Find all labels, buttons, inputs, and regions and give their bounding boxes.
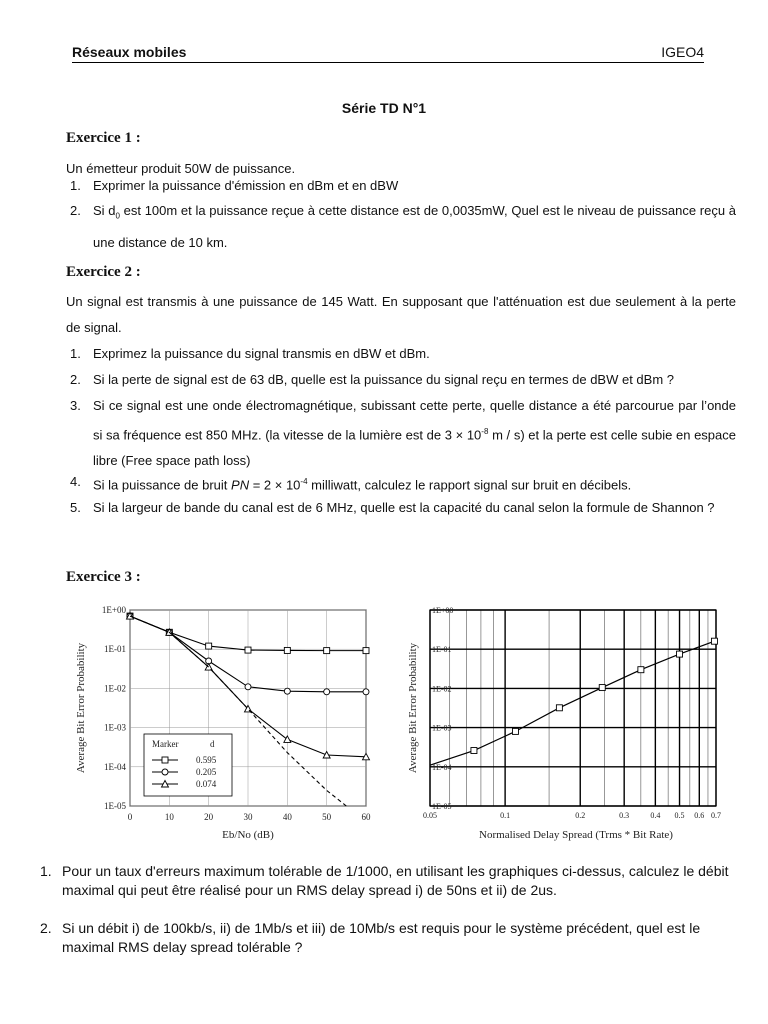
document-title: Série TD N°1 xyxy=(341,100,427,116)
x-tick-label: 60 xyxy=(361,812,371,822)
data-point xyxy=(599,685,605,691)
x-tick-label: 50 xyxy=(322,812,332,822)
data-point xyxy=(324,689,330,695)
exercise-3-question-1: 1. Pour un taux d'erreurs maximum tolérable de 1/1000, en utilisant les graphiques ci-dessus, calculez le débit maximal qui peut être réalisé pour un RMS delay spread i) de 50ns et ii) de 2us. xyxy=(40,863,729,898)
exercise-2-question-2: 2. Si la perte de signal est de 63 dB, quelle est la puissance du signal reçu en termes de dBW et dBm ? xyxy=(70,372,675,387)
legend-title-marker: Marker xyxy=(152,739,179,749)
exercise-1-question-2 xyxy=(66,198,736,256)
x-tick-label: 0.7 xyxy=(711,811,721,820)
x-tick-label: 10 xyxy=(164,812,174,822)
y-tick-label: 1E-02 xyxy=(104,683,126,694)
legend-label: 0.074 xyxy=(196,779,217,789)
legend-title-d: d xyxy=(210,739,215,749)
x-axis-label: Normalised Delay Spread (Trms * Bit Rate) xyxy=(479,829,673,841)
exercise-2-question-3: 3. Si ce signal est une onde électromagnétique, subissant cette perte, quelle distance a été parcourue par l’onde si sa fréquence est 850 MHz. (la vitesse de la lumière est de $3 \times 10^{-8}$ m / s) et la perte est celle subie en espace libre (Free space path loss) xyxy=(70,398,736,469)
y-tick-label: 1E-01 xyxy=(104,644,126,655)
y-tick-label: 1E-02 xyxy=(432,684,452,694)
page-header xyxy=(72,44,704,63)
x-tick-label: 40 xyxy=(282,812,292,822)
exercise-1-heading: Exercice 1 : xyxy=(66,130,141,146)
legend-marker xyxy=(162,769,168,775)
y-axis-label: Average Bit Error Probability xyxy=(407,642,419,774)
data-point xyxy=(324,648,330,654)
y-tick-label: 1E-03 xyxy=(432,723,452,733)
data-point xyxy=(556,705,562,711)
y-tick-label: 1E-05 xyxy=(104,801,126,811)
y-tick-label: 1E-01 xyxy=(432,645,452,655)
x-tick-label: 0.6 xyxy=(694,811,705,820)
list-number: 1. xyxy=(70,178,81,193)
data-point xyxy=(638,667,644,673)
y-tick-label: 1E-03 xyxy=(104,722,126,733)
data-point xyxy=(363,689,369,695)
x-tick-label: 0.4 xyxy=(650,811,661,820)
data-point xyxy=(206,643,212,649)
legend-marker xyxy=(162,757,168,763)
y-tick-label: 1E-04 xyxy=(432,762,452,772)
data-point xyxy=(245,647,251,653)
question-text: Exprimer la puissance d'émission en dBm et en dBW xyxy=(93,178,399,193)
x-tick-label: 20 xyxy=(204,812,214,822)
exercise-2-question-5: 5. Si la largeur de bande du canal est de 6 MHz, quelle est la capacité du canal selon la formule de Shannon ? xyxy=(70,500,715,515)
exercise-2-question-4: 4. Si la puissance de bruit PN = $2 \times 10^{-4}$ milliwatt, calculez le rapport signal sur bruit en décibels. xyxy=(70,474,632,493)
y-tick-label: 1E+00 xyxy=(432,606,454,615)
question-text: Si $d_0$ est 100m et la puissance reçue à cette distance est de 0,0035mW, Quel est le niveau de puissance reçu à une distance de 10 km. xyxy=(93,203,737,250)
data-point xyxy=(512,728,518,734)
x-tick-label: 0.5 xyxy=(674,811,685,820)
data-point xyxy=(245,684,251,690)
list-number: 2. xyxy=(70,203,81,218)
data-point xyxy=(677,651,683,657)
x-axis-label: Eb/No (dB) xyxy=(222,829,274,841)
data-point xyxy=(284,647,290,653)
data-point xyxy=(471,748,477,754)
exercise-2-heading: Exercice 2 : xyxy=(66,264,141,280)
exercise-1-intro: Un émetteur produit 50W de puissance. xyxy=(66,161,296,176)
data-point xyxy=(284,688,290,694)
ber-vs-delay-spread-chart xyxy=(400,598,730,844)
exercise-2-intro: Un signal est transmis à une puissance de 145 Watt. En supposant que l'atténuation est due seulement à la perte de signal. xyxy=(66,294,736,335)
x-tick-label: 0.2 xyxy=(575,811,586,820)
legend-label: 0.595 xyxy=(196,755,217,765)
x-tick-label: 30 xyxy=(243,812,253,822)
course-title: Réseaux mobiles xyxy=(72,44,187,60)
data-point xyxy=(363,648,369,654)
x-tick-label: 0.3 xyxy=(619,811,630,820)
ber-vs-ebno-chart xyxy=(72,598,384,844)
y-tick-label: 1E-05 xyxy=(432,802,452,811)
data-point xyxy=(711,638,717,644)
y-axis-label: Average Bit Error Probability xyxy=(75,642,87,774)
y-tick-label: 1E-04 xyxy=(104,761,126,772)
class-code: IGEO4 xyxy=(661,44,704,60)
x-tick-label: 0.1 xyxy=(500,811,511,820)
x-tick-label: 0 xyxy=(127,812,133,822)
exercise-2-question-1: 1. Exprimez la puissance du signal transmis en dBW et dBm. xyxy=(70,346,430,361)
legend-label: 0.205 xyxy=(196,767,217,777)
exercise-3-question-2: 2. Si un débit i) de 100kb/s, ii) de 1Mb/s et iii) de 10Mb/s est requis pour le système précédent, quel est le maximal RMS delay spread tolérable ? xyxy=(40,920,701,955)
exercise-1-question-1 xyxy=(66,173,736,199)
y-tick-label: 1E+00 xyxy=(101,605,126,615)
x-tick-label: 0.05 xyxy=(423,811,437,820)
exercise-3-heading: Exercice 3 : xyxy=(66,569,141,585)
